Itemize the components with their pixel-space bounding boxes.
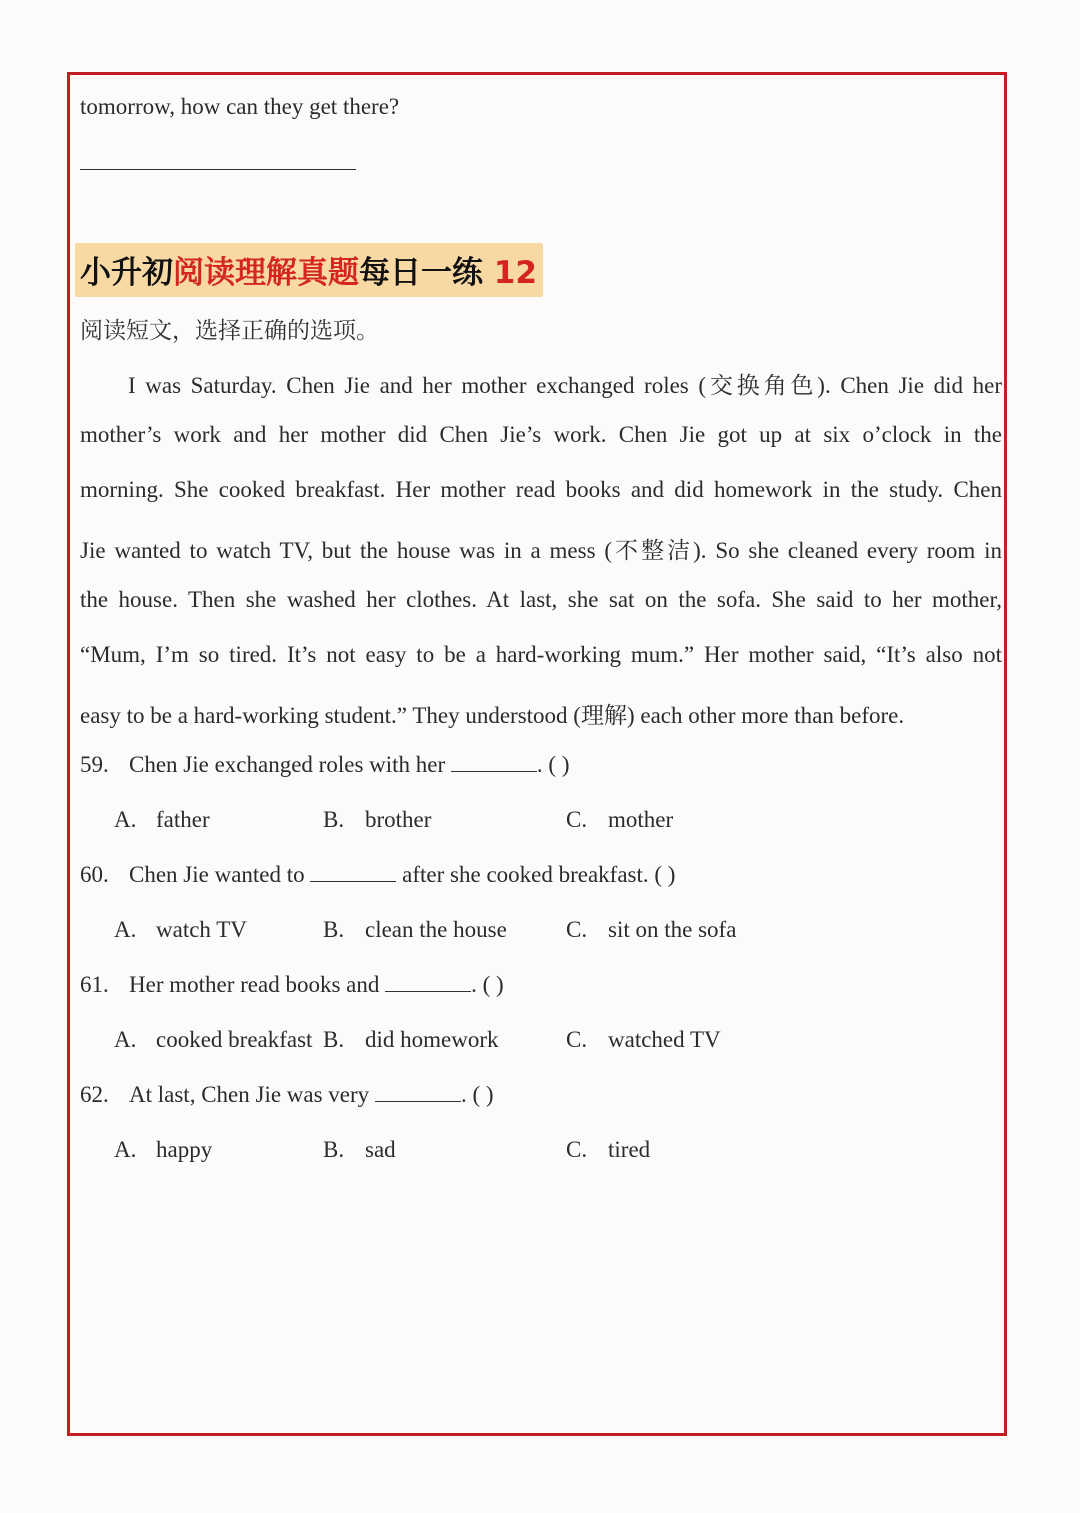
passage-line: Jie wanted to watch TV, but the house was in a mess (不整洁). So she cleaned every room in bbox=[80, 538, 1002, 563]
section-title-part2: 阅读理解真题 bbox=[173, 255, 359, 291]
question-text: Chen Jie wanted to bbox=[129, 862, 305, 887]
passage-line: morning. She cooked breakfast. Her mother read books and did homework in the study. Chen bbox=[80, 477, 1002, 502]
passage-line: the house. Then she washed her clothes. At last, she sat on the sofa. She said to her mother, bbox=[80, 587, 1002, 612]
instruction: 阅读短文，选择正确的选项。 bbox=[80, 318, 379, 343]
question-61 bbox=[80, 972, 504, 998]
answer-blank[interactable] bbox=[310, 863, 396, 882]
option-c[interactable]: C. watched TV bbox=[566, 1027, 721, 1052]
option-b[interactable]: B. sad bbox=[323, 1137, 396, 1162]
option-c[interactable]: C. mother bbox=[566, 807, 674, 832]
question-text-end: . ( ) bbox=[536, 752, 570, 777]
question-text: At last, Chen Jie was very bbox=[129, 1082, 370, 1107]
question-number: 59. bbox=[80, 752, 109, 777]
option-b[interactable]: B. brother bbox=[323, 807, 432, 832]
answer-line bbox=[80, 169, 356, 170]
section-title-part1: 小升初 bbox=[80, 255, 173, 291]
option-a[interactable]: A. happy bbox=[114, 1137, 213, 1162]
answer-blank[interactable] bbox=[375, 1083, 461, 1102]
option-a[interactable]: A. father bbox=[114, 807, 210, 832]
question-62 bbox=[80, 1082, 494, 1108]
option-c[interactable]: C. tired bbox=[566, 1137, 651, 1162]
section-title-number: 12 bbox=[493, 255, 537, 291]
passage-line: I was Saturday. Chen Jie and her mother exchanged roles (交换角色). Chen Jie did her bbox=[128, 373, 1002, 398]
option-b[interactable]: B. clean the house bbox=[323, 917, 507, 942]
question-number: 62. bbox=[80, 1082, 109, 1107]
passage-line: mother’s work and her mother did Chen Jie’s work. Chen Jie got up at six o’clock in the bbox=[80, 422, 1002, 447]
answer-blank[interactable] bbox=[385, 973, 471, 992]
question-text: Her mother read books and bbox=[129, 972, 380, 997]
question-59 bbox=[80, 752, 569, 778]
passage-line: easy to be a hard-working student.” They understood (理解) each other more than before. bbox=[80, 703, 905, 728]
question-60 bbox=[80, 862, 675, 888]
option-b[interactable]: B. did homework bbox=[323, 1027, 499, 1052]
section-title-part3: 每日一练 bbox=[359, 255, 483, 291]
question-text-end: after she cooked breakfast. ( ) bbox=[402, 862, 676, 887]
option-a[interactable]: A. cooked breakfast bbox=[114, 1027, 313, 1052]
question-text-end: . ( ) bbox=[471, 972, 504, 997]
option-c[interactable]: C. sit on the sofa bbox=[566, 917, 737, 942]
section-title bbox=[80, 247, 537, 292]
passage-line: “Mum, I’m so tired. It’s not easy to be a hard-working mum.” Her mother said, “It’s also not bbox=[80, 642, 1002, 667]
answer-blank[interactable] bbox=[451, 753, 537, 772]
question-number: 61. bbox=[80, 972, 109, 997]
previous-question-tail: tomorrow, how can they get there? bbox=[80, 94, 400, 119]
question-text: Chen Jie exchanged roles with her bbox=[129, 752, 446, 777]
option-a[interactable]: A. watch TV bbox=[114, 917, 247, 942]
question-number: 60. bbox=[80, 862, 109, 887]
question-text-end: . ( ) bbox=[460, 1082, 494, 1107]
